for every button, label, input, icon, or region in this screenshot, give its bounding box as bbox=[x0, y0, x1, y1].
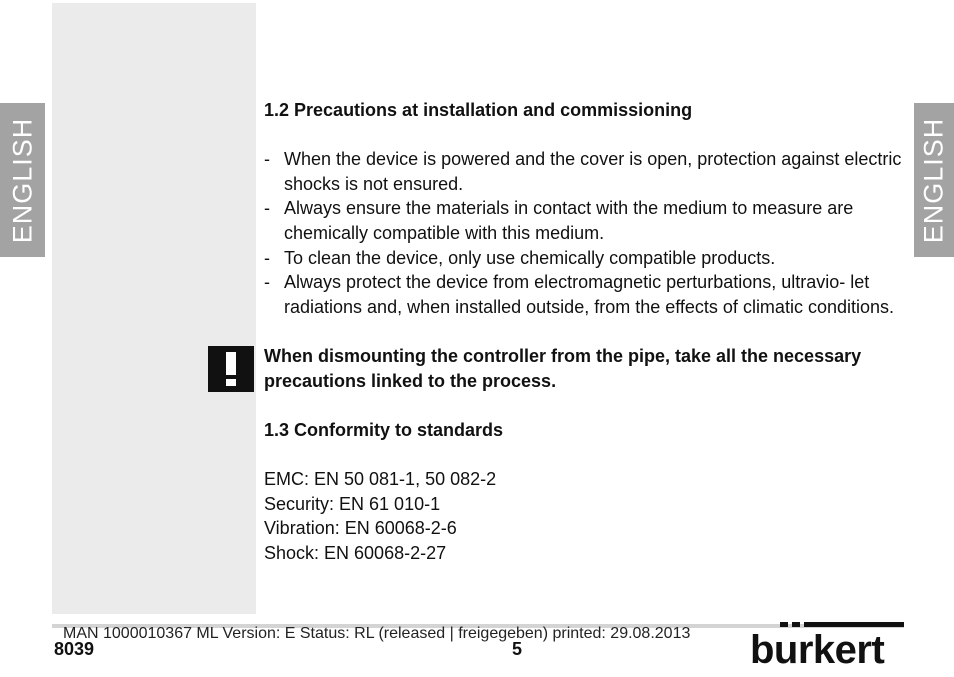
language-label: ENGLISH bbox=[7, 117, 38, 243]
standards-line: Vibration: EN 60068-2-6 bbox=[264, 518, 457, 539]
page-number: 5 bbox=[512, 639, 523, 659]
margin-column bbox=[52, 3, 256, 614]
list-item: - Always protect the device from electromagnetic perturbations, ultravio- let radiations and, when installed outside, from the effects of climatic conditions. bbox=[264, 272, 894, 317]
standards-line: Security: EN 61 010-1 bbox=[264, 493, 441, 514]
precautions-list bbox=[264, 147, 904, 319]
language-label: ENGLISH bbox=[918, 117, 949, 243]
main-content bbox=[264, 98, 904, 565]
language-tab-left bbox=[0, 103, 45, 257]
standards-line: EMC: EN 50 081-1, 50 082-2 bbox=[264, 468, 497, 489]
section-heading-precautions: 1.2 Precautions at installation and commissioning bbox=[264, 100, 693, 120]
list-item: - Always ensure the materials in contact with the medium to measure are chemically compatible with this medium. bbox=[264, 198, 854, 243]
section-heading-conformity: 1.3 Conformity to standards bbox=[264, 419, 504, 440]
logo-text: burkert bbox=[750, 628, 885, 672]
document-number: 8039 bbox=[54, 639, 95, 659]
standards-line: Shock: EN 60068-2-27 bbox=[264, 542, 447, 563]
document-status-line: MAN 1000010367 ML Version: E Status: RL (released | freigegeben) printed: 29.08.2013 bbox=[63, 625, 691, 642]
language-tab-right bbox=[914, 103, 954, 257]
exclamation-icon bbox=[208, 346, 254, 392]
list-item: - To clean the device, only use chemically compatible products. bbox=[264, 247, 776, 268]
burkert-logo bbox=[750, 622, 904, 672]
warning-text: When dismounting the controller from the pipe, take all the necessary precautions linked to the process. bbox=[264, 345, 862, 391]
warning-note bbox=[264, 344, 904, 393]
list-item: - When the device is powered and the cover is open, protection against electric shocks is not ensured. bbox=[264, 149, 902, 194]
